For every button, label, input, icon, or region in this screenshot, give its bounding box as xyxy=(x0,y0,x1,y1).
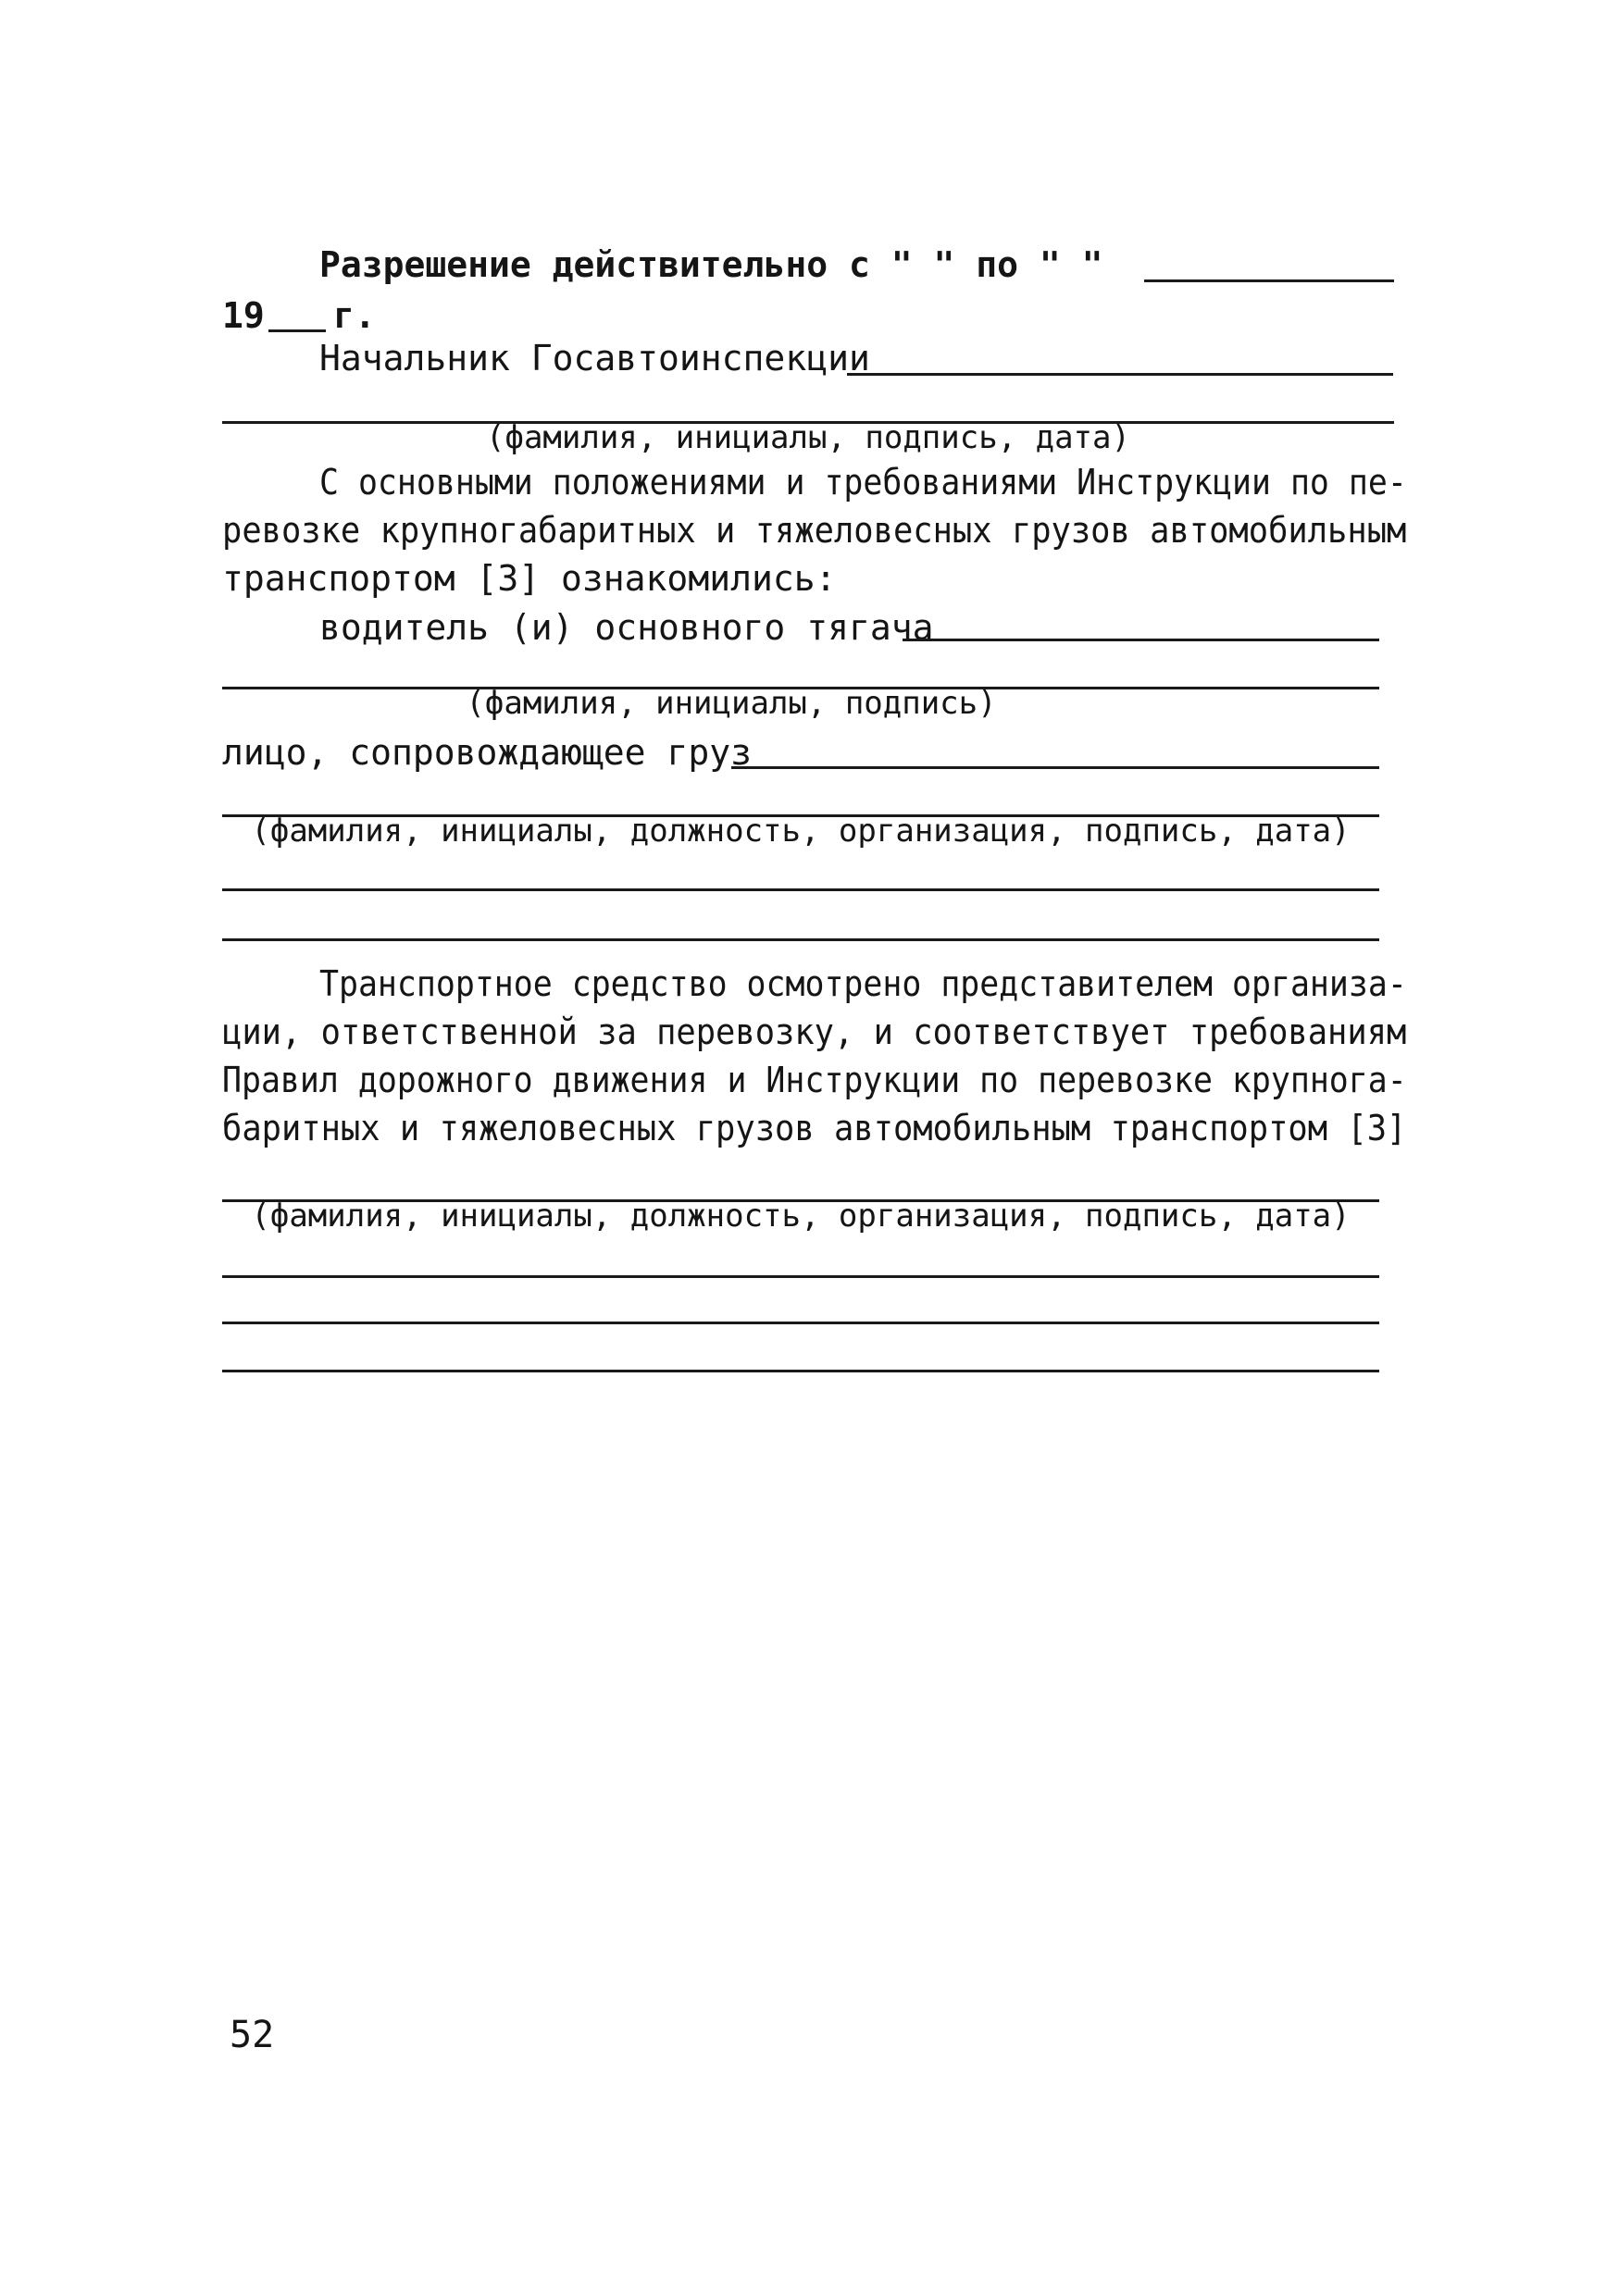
page-number: 52 xyxy=(230,2014,275,2056)
inspection-line-1: Транспортное средство осмотрено представителем организа- xyxy=(319,963,1407,1004)
escort-signature-caption: (фамилия, инициалы, должность, организация, подпись, дата) xyxy=(251,813,1351,850)
inspection-signature-caption: (фамилия, инициалы, должность, организация, подпись, дата) xyxy=(251,1198,1351,1235)
permit-validity-label: Разрешение действительно с " " по " " xyxy=(319,244,1103,285)
inspection-line-3: Правил дорожного движения и Инструкции по перевозке крупнога- xyxy=(222,1060,1407,1100)
escort-fill-line[interactable] xyxy=(731,766,1379,769)
acquaint-line-1: С основными положениями и требованиями Инструкции по пе- xyxy=(319,462,1407,503)
driver-signature-caption: (фамилия, инициалы, подпись) xyxy=(466,685,997,722)
chief-signature-caption: (фамилия, инициалы, подпись, дата) xyxy=(486,419,1130,456)
driver-label: водитель (и) основного тягача xyxy=(319,607,934,648)
driver-fill-line[interactable] xyxy=(903,639,1379,641)
chief-fill-line[interactable] xyxy=(847,373,1393,376)
permit-year-fill-line[interactable] xyxy=(268,329,326,332)
escort-extra-line-1[interactable] xyxy=(222,888,1379,891)
escort-label: лицо, сопровождающее груз xyxy=(222,732,752,773)
chief-label: Начальник Госавтоинспекции xyxy=(319,338,870,379)
inspection-line-4: баритных и тяжеловесных грузов автомобильным транспортом [3] xyxy=(222,1108,1407,1148)
inspection-line-2: ции, ответственной за перевозку, и соответствует требованиям xyxy=(222,1011,1407,1052)
acquaint-line-2: ревозке крупногабаритных и тяжеловесных грузов автомобильным xyxy=(222,510,1407,551)
acquaint-line-3: транспортом [3] ознакомились: xyxy=(222,558,837,599)
inspection-extra-line-1[interactable] xyxy=(222,1275,1379,1278)
permit-date-fill-line[interactable] xyxy=(1144,279,1394,282)
inspection-extra-line-2[interactable] xyxy=(222,1322,1379,1324)
escort-extra-line-2[interactable] xyxy=(222,938,1379,941)
permit-year-suffix: г. xyxy=(333,295,376,336)
inspection-extra-line-3[interactable] xyxy=(222,1370,1379,1372)
permit-year-prefix: 19 xyxy=(222,295,265,336)
